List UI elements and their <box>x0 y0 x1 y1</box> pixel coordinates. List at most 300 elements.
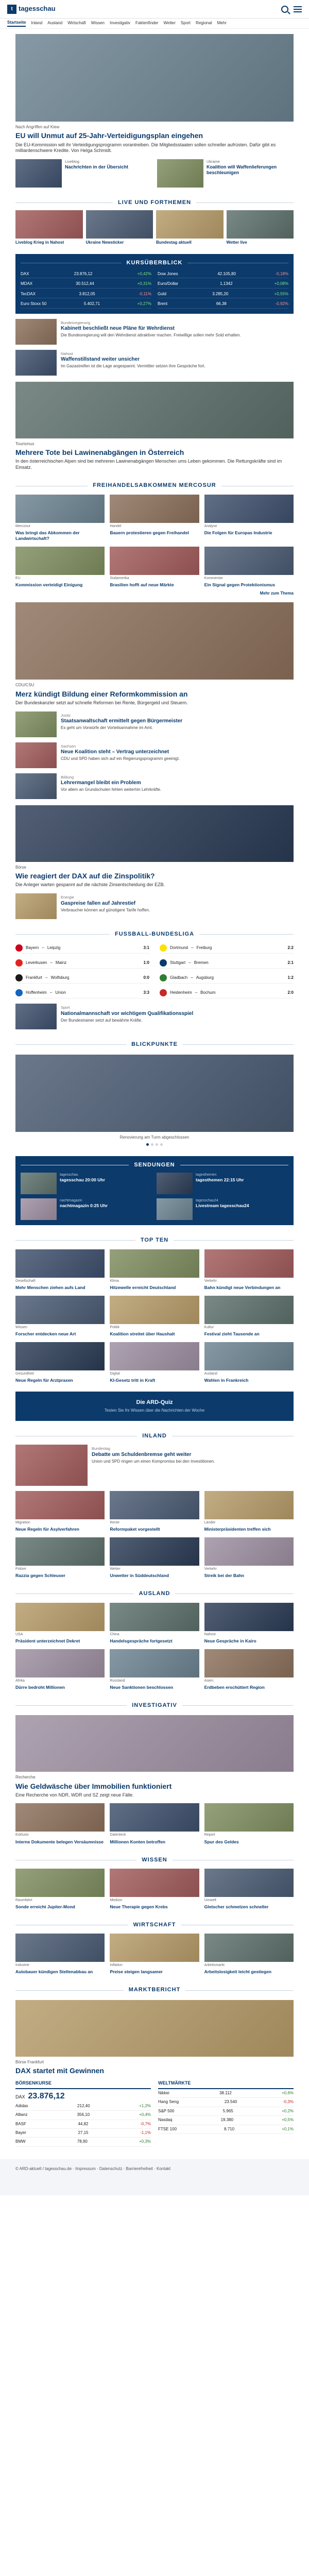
grid-card-image <box>15 1342 105 1370</box>
feature3-image[interactable] <box>15 805 294 862</box>
stock-name: Allianz <box>15 2112 28 2117</box>
match-row[interactable]: Bayern – Leipzig 3:1 <box>15 943 149 954</box>
grid-card[interactable] <box>204 1603 294 1644</box>
sendung-item[interactable] <box>21 1198 152 1220</box>
ticker-change: -0,11% <box>139 291 151 296</box>
stock-change: +0,4% <box>139 2112 151 2117</box>
live-item-image <box>86 210 153 239</box>
live-item[interactable] <box>156 210 224 245</box>
ticker-row[interactable] <box>158 280 288 288</box>
grid-card-image <box>110 1342 199 1370</box>
grid-card[interactable] <box>110 1603 199 1644</box>
grid-card-title: Was bringt das Abkommen der Landwirtschaft? <box>15 530 80 541</box>
nav-item[interactable]: Mehr <box>217 21 227 26</box>
home-team: Bayern <box>26 945 39 951</box>
grid-card[interactable] <box>15 1491 105 1532</box>
ticker-value: 3.812,05 <box>79 291 95 296</box>
dax-value: 23.876,12 <box>28 2091 65 2100</box>
match-score: 1:0 <box>143 960 149 965</box>
match-score: 2:1 <box>287 960 294 965</box>
match-score: 2:2 <box>287 945 294 951</box>
ticker-name: MDAX <box>21 281 33 286</box>
grid-card[interactable] <box>15 1803 105 1844</box>
live-item-title: Wetter live <box>226 240 247 245</box>
list-item-title: Staatsanwaltschaft ermittelt gegen Bürgermeister <box>61 718 183 724</box>
grid-card-kicker: USA <box>15 1632 23 1636</box>
bundesliga-results <box>15 943 294 998</box>
feature1-teaser: In den österreichischen Alpen sind bei mehreren Lawinenabgängen Menschen ums Leben gekommen. Die Rettungskräfte sind im Einsatz. <box>15 459 282 470</box>
inland-grid <box>15 1491 294 1579</box>
grid-card-title: Hitzewelle erreicht Deutschland <box>110 1284 176 1290</box>
grid-card[interactable] <box>15 1342 105 1383</box>
ticker-change: +0,55% <box>274 291 288 296</box>
ticker-value: 1,1342 <box>220 281 233 286</box>
match-row[interactable]: Stuttgart – Bremen 2:1 <box>160 958 294 969</box>
list-item-image <box>15 711 57 737</box>
boersenkurse <box>15 2080 151 2146</box>
search-icon[interactable] <box>281 6 288 13</box>
grid-card-image <box>204 1934 294 1962</box>
grid-card-kicker: Ausland <box>204 1371 217 1376</box>
marktbericht-headline[interactable]: DAX startet mit Gewinnen <box>15 2066 104 2075</box>
grid-card-title: Erdbeben erschüttert Region <box>204 1684 265 1690</box>
grid-card[interactable] <box>204 1491 294 1532</box>
ticker-name: Brent <box>158 301 168 307</box>
ticker-change: +0,08% <box>274 281 288 286</box>
sendung-image <box>157 1198 193 1220</box>
hero-card-image <box>157 159 203 188</box>
stock-value: 78,90 <box>77 2139 88 2144</box>
ticker-row[interactable] <box>21 291 151 298</box>
stock-name: BASF <box>15 2121 26 2126</box>
marktbericht-image[interactable] <box>15 2000 294 2057</box>
news-list-a <box>15 319 294 376</box>
grid-card-image <box>204 1491 294 1519</box>
feature2-image[interactable] <box>15 602 294 680</box>
grid-card-image <box>204 1249 294 1278</box>
list-item[interactable] <box>15 350 294 376</box>
hero-image[interactable] <box>15 34 294 122</box>
grid-card-image <box>110 1869 199 1897</box>
marktbericht-kicker: Börse Frankfurt <box>15 2059 44 2064</box>
hero-card[interactable] <box>157 159 294 188</box>
grid-card[interactable] <box>15 1603 105 1644</box>
section-blickpunkte: BLICKPUNKTE <box>15 1041 294 1048</box>
grid-card-kicker: China <box>110 1632 119 1636</box>
grid-card[interactable] <box>15 1249 105 1291</box>
stock-list <box>15 2102 151 2147</box>
sendung-kicker: nachtmagazin <box>60 1199 82 1203</box>
grid-card[interactable] <box>110 1649 199 1690</box>
grid-card-kicker: Datenleck <box>110 1833 126 1837</box>
live-item-title: Liveblog Krieg in Nahost <box>15 240 64 245</box>
list-item[interactable] <box>15 893 294 919</box>
grid-card-kicker: Digital <box>110 1371 120 1376</box>
grid-card-image <box>204 1537 294 1566</box>
sendungen-box <box>15 1156 294 1225</box>
inland-lead-title: Debatte um Schuldenbremse geht weiter <box>92 1451 192 1458</box>
sendung-item[interactable] <box>157 1198 288 1220</box>
feature3-teaser: Die Anleger warten gespannt auf die nächste Zinsentscheidung der EZB. <box>15 882 165 888</box>
grid-card-kicker: Industrie <box>15 1963 29 1968</box>
nav-item[interactable]: Wetter <box>163 21 176 26</box>
grid-card-title: Brasilien hofft auf neue Märkte <box>110 582 174 588</box>
grid-card-title: Kommission verteidigt Einigung <box>15 582 83 588</box>
hero-teaser: Die EU-Kommission will ihr Verteidigungsprogramm vorantreiben. Die Mitgliedsstaaten sollen schneller aufrüsten. Dafür gibt es milliardenschwere Kredite. Von Helga Schmidt. <box>15 142 276 154</box>
home-team: Heidenheim <box>170 990 192 995</box>
nav-item[interactable]: Startseite <box>7 20 26 26</box>
away-team: Leipzig <box>47 945 61 951</box>
grid-card-kicker: Report <box>204 1833 215 1837</box>
hero-card-kicker: Liveblog <box>65 159 79 164</box>
live-item-image <box>15 210 83 239</box>
section-marktbericht: MARKTBERICHT <box>15 1986 294 1993</box>
main-content <box>15 34 294 2147</box>
grid-card-kicker: Umwelt <box>204 1898 216 1902</box>
home-team: Stuttgart <box>170 960 186 965</box>
grid-card-kicker: Rente <box>110 1520 120 1524</box>
match-row[interactable]: Frankfurt – Wolfsburg 0:0 <box>15 973 149 984</box>
ticker-value: 42.105,80 <box>217 271 236 276</box>
grid-card-kicker: Kommentar <box>204 576 223 580</box>
sendung-kicker: tagesschau <box>60 1173 78 1177</box>
grid-card-title: Millionen Konten betroffen <box>110 1839 165 1844</box>
stock-name: Bayer <box>15 2130 26 2135</box>
grid-card[interactable] <box>110 1249 199 1291</box>
grid-card-image <box>110 1649 199 1677</box>
feature4-kicker: Sport <box>61 1005 70 1010</box>
grid-card[interactable] <box>204 547 294 588</box>
list-item-kicker: Bildung <box>61 774 74 779</box>
away-team: Bochum <box>200 990 216 995</box>
stock-row[interactable] <box>15 2138 151 2146</box>
grid-card[interactable] <box>204 1803 294 1844</box>
grid-card-title: Spur des Geldes <box>204 1839 239 1844</box>
grid-card[interactable] <box>110 1869 199 1910</box>
grid-card-title: Neue Regeln für Asylverfahren <box>15 1527 79 1532</box>
ticker-row[interactable] <box>21 270 151 278</box>
hero-card-kicker: Ukraine <box>207 159 220 164</box>
ticker-row[interactable] <box>21 300 151 308</box>
grid-card-image <box>15 1934 105 1962</box>
grid-card-title: Neue Regeln für Arztpraxen <box>15 1377 73 1383</box>
section-sendungen: SENDUNGEN <box>21 1161 288 1168</box>
sendungen-grid <box>21 1173 288 1220</box>
away-team: Wolfsburg <box>50 975 70 980</box>
stock-name: FTSE 100 <box>158 2126 177 2131</box>
grid-card[interactable] <box>15 495 105 541</box>
grid-card-title: Reformpaket vorgestellt <box>110 1527 160 1532</box>
grid-card[interactable] <box>204 495 294 541</box>
grid-card[interactable] <box>204 1934 294 1975</box>
sendung-item[interactable] <box>157 1173 288 1194</box>
hero-cards <box>15 159 294 188</box>
investigativ-image[interactable] <box>15 1715 294 1772</box>
grid-card-image <box>15 1491 105 1519</box>
stock-value: 356,10 <box>77 2112 90 2117</box>
stock-row[interactable] <box>15 2102 151 2111</box>
menu-icon[interactable] <box>294 6 302 12</box>
live-item[interactable] <box>86 210 153 245</box>
feature2-teaser: Der Bundeskanzler setzt auf schnelle Reformen bei Rente, Bürgergeld und Steuern. <box>15 700 188 706</box>
stock-row[interactable] <box>158 2107 294 2116</box>
grid-card[interactable] <box>15 1296 105 1337</box>
grid-card-kicker: Klima <box>110 1279 119 1283</box>
grid-card-title: Präsident unterzeichnet Dekret <box>15 1638 80 1643</box>
nav-item[interactable]: Investigativ <box>109 21 131 26</box>
away-team: Augsburg <box>196 975 214 980</box>
stock-change: -0,7% <box>140 2121 151 2126</box>
section-inland: INLAND <box>15 1432 294 1439</box>
grid-card-kicker: Inflation <box>110 1963 123 1968</box>
grid-card-image <box>204 1649 294 1677</box>
match-row[interactable]: Gladbach – Augsburg 1:2 <box>160 973 294 984</box>
grid-card-kicker: Migration <box>15 1520 30 1524</box>
grid-card-image <box>204 1342 294 1370</box>
nav-item[interactable]: Ausland <box>47 21 63 26</box>
stock-value: 212,40 <box>77 2103 90 2108</box>
grid-card[interactable] <box>204 1869 294 1910</box>
feature3-headline[interactable]: Wie reagiert der DAX auf die Zinspolitik? <box>15 872 155 880</box>
grid-card[interactable] <box>110 547 199 588</box>
carousel-dots[interactable] <box>15 1143 294 1146</box>
grid-card[interactable] <box>15 1537 105 1579</box>
grid-card[interactable] <box>204 1342 294 1383</box>
nav-item[interactable]: Faktenfinder <box>135 21 159 26</box>
nav-item[interactable]: Wissen <box>91 21 105 26</box>
grid-card[interactable] <box>204 1649 294 1690</box>
stock-value: 27,15 <box>78 2130 89 2135</box>
grid-card-title: Ministerpräsidenten treffen sich <box>204 1527 271 1532</box>
ticker-change: +0,27% <box>137 301 151 307</box>
sendung-title: nachtmagazin 0:25 Uhr <box>60 1203 108 1209</box>
feature2-headline[interactable]: Merz kündigt Bildung einer Reformkommission an <box>15 689 188 698</box>
feature4-text: Der Bundestrainer setzt auf bewährte Kräfte. <box>61 1018 143 1023</box>
section-investigativ: INVESTIGATIV <box>15 1702 294 1709</box>
investigativ-kicker: Recherche <box>15 1775 36 1780</box>
list-item[interactable] <box>15 711 294 737</box>
banner-title: Die ARD-Quiz <box>136 1399 173 1405</box>
grid-card[interactable] <box>110 1342 199 1383</box>
feature3-kicker: Börse <box>15 865 26 870</box>
ticker-row[interactable] <box>158 291 288 298</box>
ticker-name: Gold <box>158 291 166 296</box>
list-item-image <box>15 742 57 768</box>
match-score: 2:0 <box>287 990 294 995</box>
away-team: Bremen <box>194 960 209 965</box>
list-item-kicker: Bundesregierung <box>61 320 91 325</box>
grid-card-kicker: Politik <box>110 1325 120 1329</box>
match-row[interactable]: Hoffenheim – Union 3:3 <box>15 988 149 998</box>
live-item[interactable] <box>15 210 83 245</box>
list-item-text: Die Bundesregierung will den Wehrdienst attraktiver machen. Freiwillige sollen mehr Sold erhalten. <box>61 333 241 338</box>
stock-name: Nikkei <box>158 2090 169 2095</box>
home-team: Frankfurt <box>26 975 43 980</box>
ticker-name: Dow Jones <box>158 271 178 276</box>
grid-card[interactable] <box>15 547 105 588</box>
grid-card-image <box>110 1603 199 1631</box>
grid-card-kicker: Kultur <box>204 1325 214 1329</box>
stock-name: Adidas <box>15 2103 28 2108</box>
grid-card-image <box>110 1537 199 1566</box>
nav-item[interactable]: Regional <box>196 21 212 26</box>
live-item-image <box>156 210 224 239</box>
live-item[interactable] <box>227 210 294 245</box>
grid-card-kicker: Polizei <box>15 1567 26 1571</box>
quiz-banner[interactable] <box>15 1392 294 1421</box>
ticker-name: Euro/Dollar <box>158 281 179 286</box>
list-item[interactable] <box>15 742 294 768</box>
list-item-text: Verbraucher können auf günstigere Tarife hoffen. <box>61 907 150 912</box>
feature1-image[interactable] <box>15 382 294 438</box>
grid-card-kicker: Verkehr <box>204 1567 217 1571</box>
grid-card-kicker: Nahost <box>204 1632 216 1636</box>
hero-kicker: Nach Angriffen auf Kiew <box>15 125 60 129</box>
tagesschau-logo[interactable] <box>7 5 56 14</box>
wissen-grid <box>15 1869 294 1910</box>
grid-card[interactable] <box>15 1869 105 1910</box>
grid-card-title: Neue Sanktionen beschlossen <box>110 1684 174 1690</box>
section-mercosur: FREIHANDELSABKOMMEN MERCOSUR <box>15 482 294 489</box>
stock-change: +0,2% <box>282 2108 294 2113</box>
grid-card[interactable] <box>110 1934 199 1975</box>
stock-change: +0,5% <box>282 2117 294 2123</box>
grid-card-kicker: Analyse <box>204 524 217 528</box>
grid-card-kicker: Länder <box>204 1520 216 1524</box>
nav-item[interactable]: Inland <box>31 21 43 26</box>
grid-card[interactable] <box>110 495 199 541</box>
grid-card[interactable] <box>110 1537 199 1579</box>
stock-row[interactable] <box>158 2098 294 2107</box>
top-bar <box>0 0 309 19</box>
list-item-image <box>15 893 57 919</box>
grid-card-kicker: Südamerika <box>110 576 129 580</box>
feature4[interactable] <box>15 1004 294 1029</box>
away-team: Union <box>55 990 66 995</box>
stock-row[interactable] <box>158 2116 294 2125</box>
stock-value: 38.112 <box>219 2090 232 2095</box>
inland-lead[interactable] <box>15 1445 294 1486</box>
grid-card-title: Dürre bedroht Millionen <box>15 1684 65 1690</box>
grid-card-image <box>204 1869 294 1897</box>
list-item-title: Neue Koalition steht – Vertrag unterzeichnet <box>61 749 169 755</box>
grid-card-title: Autobauer kündigen Stellenabbau an <box>15 1969 93 1975</box>
stock-row[interactable] <box>15 2111 151 2120</box>
inland-lead-kicker: Bundestag <box>92 1446 110 1451</box>
grid-card-title: Neue Therapie gegen Krebs <box>110 1904 168 1909</box>
mercosur-grid <box>15 495 294 588</box>
grid-card-kicker: Mercosur <box>15 524 31 528</box>
stock-row[interactable] <box>15 2120 151 2129</box>
stock-row[interactable] <box>15 2129 151 2138</box>
dax-label: DAX <box>15 2094 25 2099</box>
match-row[interactable]: Heidenheim – Bochum 2:0 <box>160 988 294 998</box>
stock-row[interactable] <box>158 2125 294 2134</box>
grid-card[interactable] <box>204 1296 294 1337</box>
grid-card-kicker: Exklusiv <box>15 1833 29 1837</box>
hero-headline[interactable]: EU will Unmut auf 25-Jahr-Verteidigungsplan eingehen <box>15 131 203 140</box>
grid-card[interactable] <box>204 1249 294 1291</box>
sendung-image <box>21 1173 57 1194</box>
match-row[interactable]: Dortmund – Freiburg 2:2 <box>160 943 294 954</box>
ticker-change: +0,31% <box>137 281 151 286</box>
markets-box <box>15 254 294 314</box>
feature4-title: Nationalmannschaft vor wichtigem Qualifikationsspiel <box>61 1011 194 1017</box>
stock-row[interactable] <box>158 2089 294 2098</box>
grid-card-kicker: EU <box>15 576 21 580</box>
feature1-headline[interactable]: Mehrere Tote bei Lawinenabgängen in Österreich <box>15 448 184 456</box>
grid-card[interactable] <box>110 1803 199 1844</box>
news-list-c <box>15 893 294 919</box>
list-item[interactable] <box>15 319 294 345</box>
logo-text: tagesschau <box>19 5 56 13</box>
match-score: 3:3 <box>143 990 149 995</box>
hero-card[interactable] <box>15 159 152 188</box>
index-list <box>158 2089 294 2134</box>
grid-card[interactable] <box>15 1934 105 1975</box>
stock-value: 23.540 <box>224 2099 237 2105</box>
ticker-value: 3.285,20 <box>212 291 229 296</box>
logo-mark: t <box>7 5 16 14</box>
live-row <box>15 210 294 245</box>
grid-card-image <box>110 495 199 523</box>
grid-card[interactable] <box>15 1649 105 1690</box>
list-item-title: Kabinett beschließt neue Pläne für Wehrdienst <box>61 326 175 332</box>
grid-card-title: Razzia gegen Schleuser <box>15 1573 65 1579</box>
grid-card-kicker: Verkehr <box>204 1279 217 1283</box>
grid-card[interactable] <box>110 1296 199 1337</box>
ticker-row[interactable] <box>21 280 151 288</box>
grid-card-title: Sonde erreicht Jupiter-Mond <box>15 1904 75 1909</box>
sendung-kicker: tagesthemen <box>196 1173 217 1177</box>
ticker-value: 66,38 <box>216 301 227 307</box>
grid-card-kicker: Afrika <box>15 1679 25 1683</box>
match-row[interactable]: Leverkusen – Mainz 1:0 <box>15 958 149 969</box>
match-score: 3:1 <box>143 945 149 951</box>
sendung-image <box>21 1198 57 1220</box>
nav-item[interactable]: Sport <box>180 21 191 26</box>
stock-name: S&P 500 <box>158 2108 175 2113</box>
grid-card-title: Festival zieht Tausende an <box>204 1331 260 1336</box>
grid-card-title: Unwetter in Süddeutschland <box>110 1573 169 1579</box>
grid-card-image <box>110 1249 199 1278</box>
sendung-item[interactable] <box>21 1173 152 1194</box>
topten-grid <box>15 1249 294 1383</box>
live-item-title: Ukraine Newsticker <box>85 240 124 245</box>
grid-card-image <box>110 1296 199 1324</box>
investigativ-headline[interactable]: Wie Geldwäsche über Immobilien funktioniert <box>15 1782 172 1790</box>
live-item-title: Bundestag aktuell <box>156 240 192 245</box>
ticker-value: 23.876,12 <box>74 271 93 276</box>
blickpunkt-image[interactable] <box>15 1055 294 1132</box>
grid-card-title: Wahlen in Frankreich <box>204 1377 249 1383</box>
grid-card[interactable] <box>110 1491 199 1532</box>
away-team: Freiburg <box>196 945 212 951</box>
ticker-row[interactable] <box>158 270 288 278</box>
grid-card[interactable] <box>204 1537 294 1579</box>
list-item[interactable] <box>15 773 294 799</box>
away-team: Mainz <box>55 960 67 965</box>
stock-name: Nasdaq <box>158 2117 173 2123</box>
nav-item[interactable]: Wirtschaft <box>67 21 86 26</box>
ticker-name: DAX <box>21 271 29 276</box>
grid-card-kicker: Wetter <box>110 1567 121 1571</box>
grid-card-image <box>204 1603 294 1631</box>
grid-card-image <box>204 547 294 575</box>
stock-value: 5.965 <box>222 2108 233 2113</box>
more-link[interactable]: Mehr zum Thema <box>260 591 294 596</box>
ticker-row[interactable] <box>158 300 288 308</box>
